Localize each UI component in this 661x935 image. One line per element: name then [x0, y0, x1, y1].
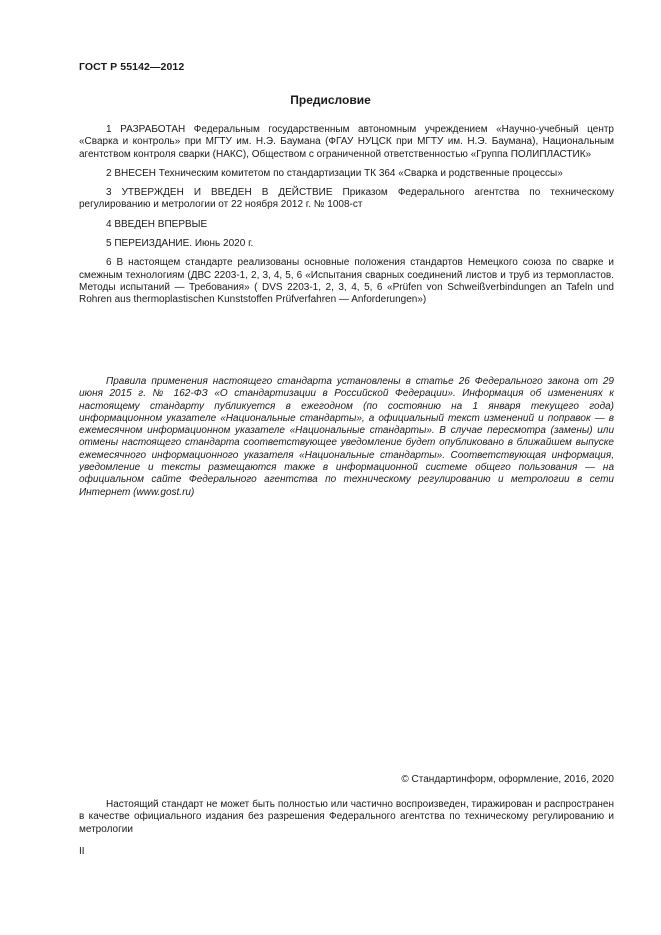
preface-item-developed: 1 РАЗРАБОТАН Федеральным государственным автономным учреждением «Научно-учебный центр «Сварка и контроль» при МГТУ им. Н.Э. Баумана (ФГАУ НУЦСК при МГТУ им. Н.Э. Баумана), Национальным агентством контроля сварки (НАКС), Обществом с ограниченной ответственностью «Группа ПОЛИПЛАСТИК»	[79, 124, 614, 160]
preface-item-basis-standards: 6 В настоящем стандарте реализованы основные положения стандартов Немецкого союза по сварке и смежным технологиям (ДВС 2203-1, 2, 3, 4, 5, 6 «Испытания сварных соединений листов и труб из термопластов. Методы испытаний — Требования» ( DVS 2203-1, 2, 3, 4, 5, 6 «Prüfen von Schweißverbindungen an Tafeln und Rohren aus thermoplastischen Kunststoffen Prüfverfahren — Anforderungen»)	[79, 257, 614, 306]
preface-item-introduced: 2 ВНЕСЕН Техническим комитетом по стандартизации ТК 364 «Сварка и родственные процессы»	[106, 167, 563, 179]
preface-items	[79, 124, 614, 314]
reproduction-rights-notice: Настоящий стандарт не может быть полностью или частично воспроизведен, тиражирован и распространен в качестве официального издания без разрешения Федерального агентства по техническому регулированию и метрологии	[79, 799, 614, 835]
copyright-line: © Стандартинформ, оформление, 2016, 2020	[401, 774, 614, 785]
preface-item-reissue: 5 ПЕРЕИЗДАНИЕ. Июнь 2020 г.	[106, 238, 254, 250]
page-title: Предисловие	[290, 93, 371, 107]
standard-identifier: ГОСТ Р 55142—2012	[79, 61, 185, 73]
preface-item-first-introduced: 4 ВВЕДЕН ВПЕРВЫЕ	[106, 218, 208, 230]
page-number: II	[79, 846, 85, 857]
preface-item-approved: 3 УТВЕРЖДЕН И ВВЕДЕН В ДЕЙСТВИЕ Приказом Федерального агентства по техническому регулированию и метрологии от 22 ноября 2012 г. № 1008-ст	[79, 187, 614, 211]
application-rules-notice: Правила применения настоящего стандарта установлены в статье 26 Федерального закона от 29 июня 2015 г. № 162-ФЗ «О стандартизации в Российской Федерации». Информация об изменениях к настоящему стандарту публикуется в ежегодном (по состоянию на 1 января текущего года) информационном указателе «Национальные стандарты», а официальный текст изменений и поправок — в ежемесячном информационном указателе «Национальные стандарты». В случае пересмотра (замены) или отмены настоящего стандарта соответствующее уведомление будет опубликовано в ближайшем выпуске ежемесячного информационного указателя «Национальные стандарты». Соответствующая информация, уведомление и тексты размещаются также в информационной системе общего пользования — на официальном сайте Федерального агентства по техническому регулированию и метрологии в сети Интернет (www.gost.ru)	[79, 376, 614, 498]
